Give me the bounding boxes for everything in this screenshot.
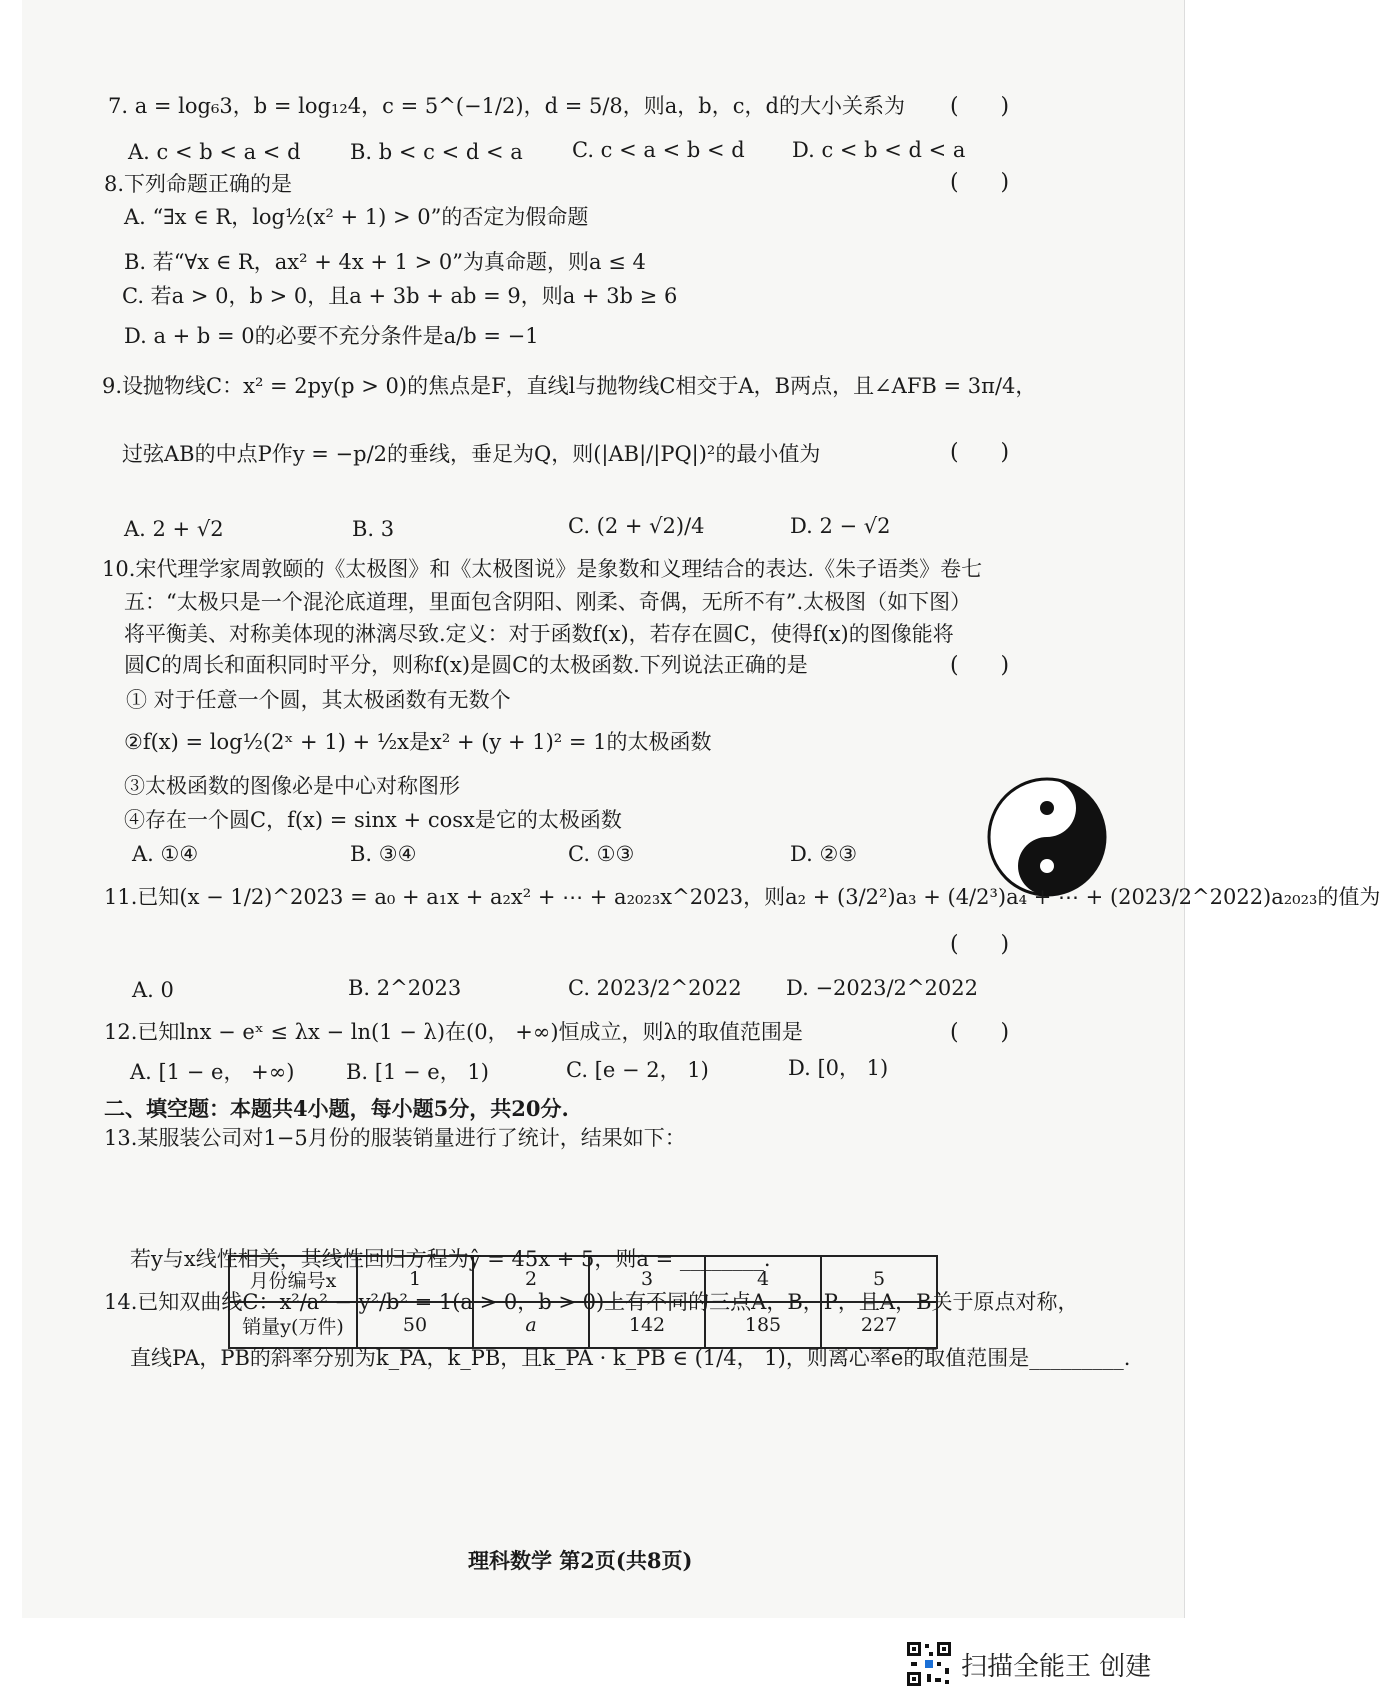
q7-option-a: A. c < b < a < d [128, 140, 301, 164]
q9-option-d: D. 2 − √2 [790, 514, 891, 538]
q7-answer-paren: ( ) [950, 94, 1010, 119]
table-cell: 3 [589, 1256, 705, 1302]
q7-option-c: C. c < a < b < d [572, 138, 745, 162]
q12-option-b: B. [1 − e， 1) [346, 1060, 489, 1084]
q9-line1: 9.设抛物线C：x² = 2py(p > 0)的焦点是F，直线l与抛物线C相交于A，B两点，且∠AFB = 3π/4， [102, 374, 1037, 398]
q11-option-d: D. −2023/2^2022 [786, 976, 978, 1000]
table-cell: 2 [473, 1256, 589, 1302]
q11-option-b: B. 2^2023 [348, 976, 462, 1000]
q12-option-d: D. [0， 1) [788, 1056, 889, 1080]
q9-option-a: A. 2 + √2 [124, 517, 224, 541]
taiji-diagram [985, 775, 1109, 899]
q11-stem: 11.已知(x − 1/2)^2023 = a₀ + a₁x + a₂x² + ⋯ + a₂₀₂₃x^2023，则a₂ + (3/2²)a₃ + (4/2³)a₄ + ⋯ + (2023/2^2022)a₂₀₂₃的值为 [104, 885, 1380, 909]
q7-stem: 7. a = log₆3，b = log₁₂4，c = 5^(−1/2)，d = 5/8，则a，b，c，d的大小关系为 [108, 94, 905, 118]
page-right-margin [1184, 0, 1201, 1618]
table-cell: 4 [705, 1256, 821, 1302]
q9-line2: 过弦AB的中点P作y = −p/2的垂线，垂足为Q，则(|AB|/|PQ|)²的最小值为 [122, 442, 821, 466]
q11-option-a: A. 0 [132, 978, 174, 1002]
q12-answer-paren: ( ) [950, 1020, 1010, 1045]
q13-stem: 13.某服装公司对1−5月份的服装销量进行了统计，结果如下： [104, 1126, 686, 1150]
taiji-dark-dot [1040, 801, 1054, 815]
taiji-light-dot [1040, 859, 1054, 873]
table-header-month: 月份编号x [229, 1256, 357, 1302]
q10-option-a: A. ①④ [132, 842, 199, 866]
table-cell: 227 [821, 1302, 937, 1348]
q10-statement-2: ②f(x) = log½(2ˣ + 1) + ½x是x² + (y + 1)² = 1的太极函数 [124, 730, 712, 754]
q10-line1: 10.宋代理学家周敦颐的《太极图》和《太极图说》是象数和义理结合的表达.《朱子语类》卷七 [102, 557, 983, 581]
scanner-watermark [905, 1640, 1151, 1688]
q9-answer-paren: ( ) [950, 440, 1010, 465]
q10-answer-paren: ( ) [950, 653, 1010, 678]
q14-line1: 14.已知双曲线C：x²/a² − y²/b² = 1(a > 0，b > 0)上有不同的三点A，B，P，且A，B关于原点对称， [104, 1290, 1079, 1314]
q10-statement-3: ③太极函数的图像必是中心对称图形 [124, 774, 460, 798]
table-cell: 142 [589, 1302, 705, 1348]
q10-option-d: D. ②③ [790, 842, 858, 866]
table-cell: 1 [357, 1256, 473, 1302]
q8-option-a: A. “∃x ∈ R，log½(x² + 1) > 0”的否定为假命题 [124, 205, 589, 229]
q12-stem: 12.已知lnx − eˣ ≤ λx − ln(1 − λ)在(0， +∞)恒成立，则λ的取值范围是 [104, 1020, 803, 1044]
table-cell: 50 [357, 1302, 473, 1348]
qr-code-icon [905, 1640, 953, 1688]
page-left-margin [0, 0, 22, 1618]
q11-answer-paren: ( ) [950, 932, 1010, 957]
q12-option-a: A. [1 − e， +∞) [130, 1060, 295, 1084]
q14-line2: 直线PA，PB的斜率分别为k_PA，k_PB，且k_PA · k_PB ∈ (1/4， 1)，则离心率e的取值范围是_________. [130, 1346, 1131, 1370]
q10-option-b: B. ③④ [350, 842, 417, 866]
q10-option-c: C. ①③ [568, 842, 635, 866]
q13-tail: 若y与x线性相关，其线性回归方程为ŷ = 45x + 5，则a = ________. [130, 1247, 771, 1271]
table-cell: a [473, 1302, 589, 1348]
q8-option-b: B. 若“∀x ∈ R，ax² + 4x + 1 > 0”为真命题，则a ≤ 4 [124, 250, 646, 274]
q8-option-d: D. a + b = 0的必要不充分条件是a/b = −1 [124, 324, 539, 348]
table-cell: 5 [821, 1256, 937, 1302]
q10-statement-1: ① 对于任意一个圆，其太极函数有无数个 [126, 688, 511, 712]
table-header-sales: 销量y(万件) [229, 1302, 357, 1348]
q9-option-c: C. (2 + √2)/4 [568, 514, 705, 538]
q10-line3: 将平衡美、对称美体现的淋漓尽致.定义：对于函数f(x)，若存在圆C，使得f(x)的图像能将 [124, 622, 954, 646]
q10-statement-4: ④存在一个圆C，f(x) = sinx + cosx是它的太极函数 [124, 808, 622, 832]
q8-option-c: C. 若a > 0，b > 0，且a + 3b + ab = 9，则a + 3b ≥ 6 [122, 284, 678, 308]
section-2-heading: 二、填空题：本题共4小题，每小题5分，共20分. [104, 1096, 569, 1121]
q8-answer-paren: ( ) [950, 170, 1010, 195]
q8-stem: 8.下列命题正确的是 [104, 172, 293, 196]
q7-option-d: D. c < b < d < a [792, 138, 966, 162]
q7-option-b: B. b < c < d < a [350, 140, 523, 164]
q11-option-c: C. 2023/2^2022 [568, 976, 742, 1000]
table-cell: 185 [705, 1302, 821, 1348]
q10-line2: 五：“太极只是一个混沦底道理，里面包含阴阳、刚柔、奇偶，无所不有”.太极图（如下图） [124, 590, 972, 614]
q12-option-c: C. [e − 2， 1) [566, 1058, 709, 1082]
scanner-watermark-text: 扫描全能王 创建 [961, 1651, 1152, 1682]
page-footer: 理科数学 第2页(共8页) [468, 1548, 693, 1573]
q10-line4: 圆C的周长和面积同时平分，则称f(x)是圆C的太极函数.下列说法正确的是 [124, 653, 808, 677]
q9-option-b: B. 3 [352, 517, 395, 541]
